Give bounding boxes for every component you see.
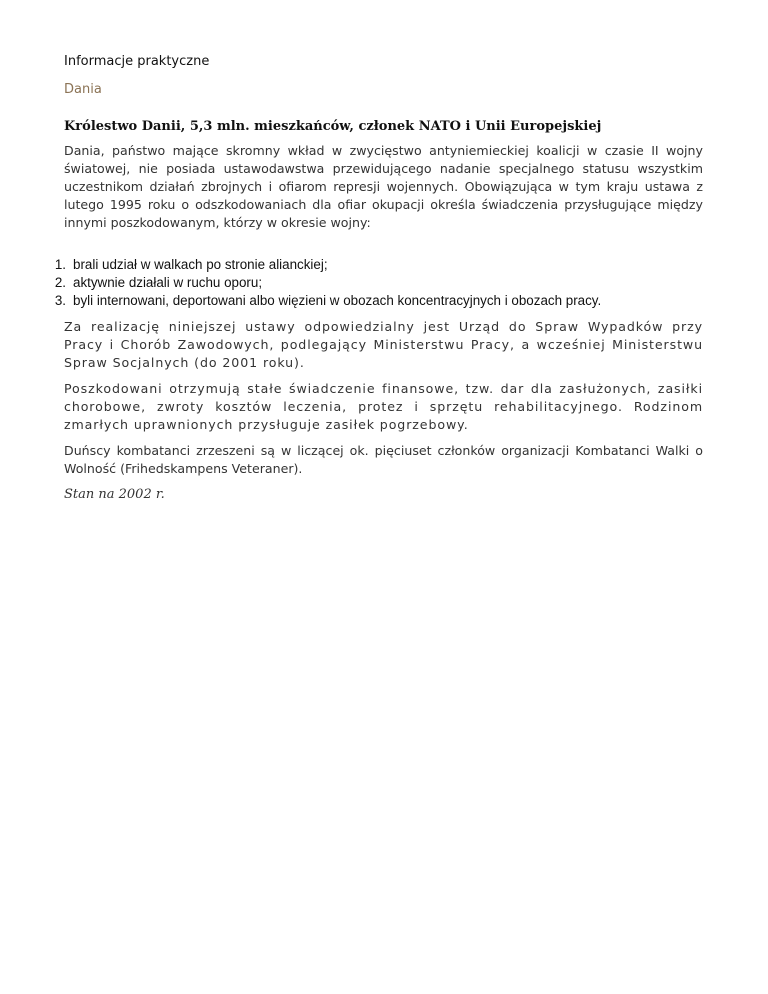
country-title: Dania bbox=[64, 82, 102, 97]
list-number: 1. bbox=[54, 257, 66, 272]
list-number: 2. bbox=[54, 275, 66, 290]
list-item-text: byli internowani, deportowani albo więzieni w obozach koncentracyjnych i obozach pracy. bbox=[73, 293, 602, 308]
intro-paragraph: Dania, państwo mające skromny wkład w zwycięstwo antyniemieckiej koalicji w czasie II wojny światowej, nie posiada ustawodawstwa przewidującego nadanie specjalnego statusu wszystkim uczestnikom działań zbrojnych i ofiarom represji wojennych. Obowiązująca w tym kraju ustawa z lutego 1995 roku o odszkodowaniach dla ofiar okupacji określa świadczenia przysługujące między innymi poszkodowanym, którzy w okresie wojny: bbox=[64, 143, 703, 230]
list-item-text: aktywnie działali w ruchu oporu; bbox=[73, 275, 263, 290]
list-item bbox=[0, 274, 768, 292]
eligibility-list bbox=[0, 256, 768, 310]
office-paragraph: Za realizację niniejszej ustawy odpowiedzialny jest Urząd do Spraw Wypadków przy Pracy i Chorób Zawodowych, podlegający Ministerstwu Pracy, a wcześniej Ministerstwu Spraw Socjalnych (do 2001 roku). bbox=[64, 319, 703, 370]
document-body bbox=[54, 53, 703, 504]
section-label: Informacje praktyczne bbox=[64, 54, 210, 69]
benefits-paragraph: Poszkodowani otrzymują stałe świadczenie finansowe, tzw. dar dla zasłużonych, zasiłki chorobowe, zwroty kosztów leczenia, protez i sprzętu rehabilitacyjnego. Rodzinom zmarłych uprawnionych przysługuje zasiłek pogrzebowy. bbox=[64, 381, 703, 432]
country-heading: Królestwo Danii, 5,3 mln. mieszkańców, członek NATO i Unii Europejskiej bbox=[64, 119, 602, 134]
list-item bbox=[0, 256, 768, 274]
list-item-text: brali udział w walkach po stronie alianckiej; bbox=[73, 257, 328, 272]
list-item bbox=[0, 292, 768, 310]
veterans-paragraph: Duńscy kombatanci zrzeszeni są w liczącej ok. pięciuset członków organizacji Kombatanci Walki o Wolność (Frihedskampens Veteraner). bbox=[64, 443, 703, 476]
list-number: 3. bbox=[54, 293, 66, 308]
status-note: Stan na 2002 r. bbox=[64, 487, 165, 502]
